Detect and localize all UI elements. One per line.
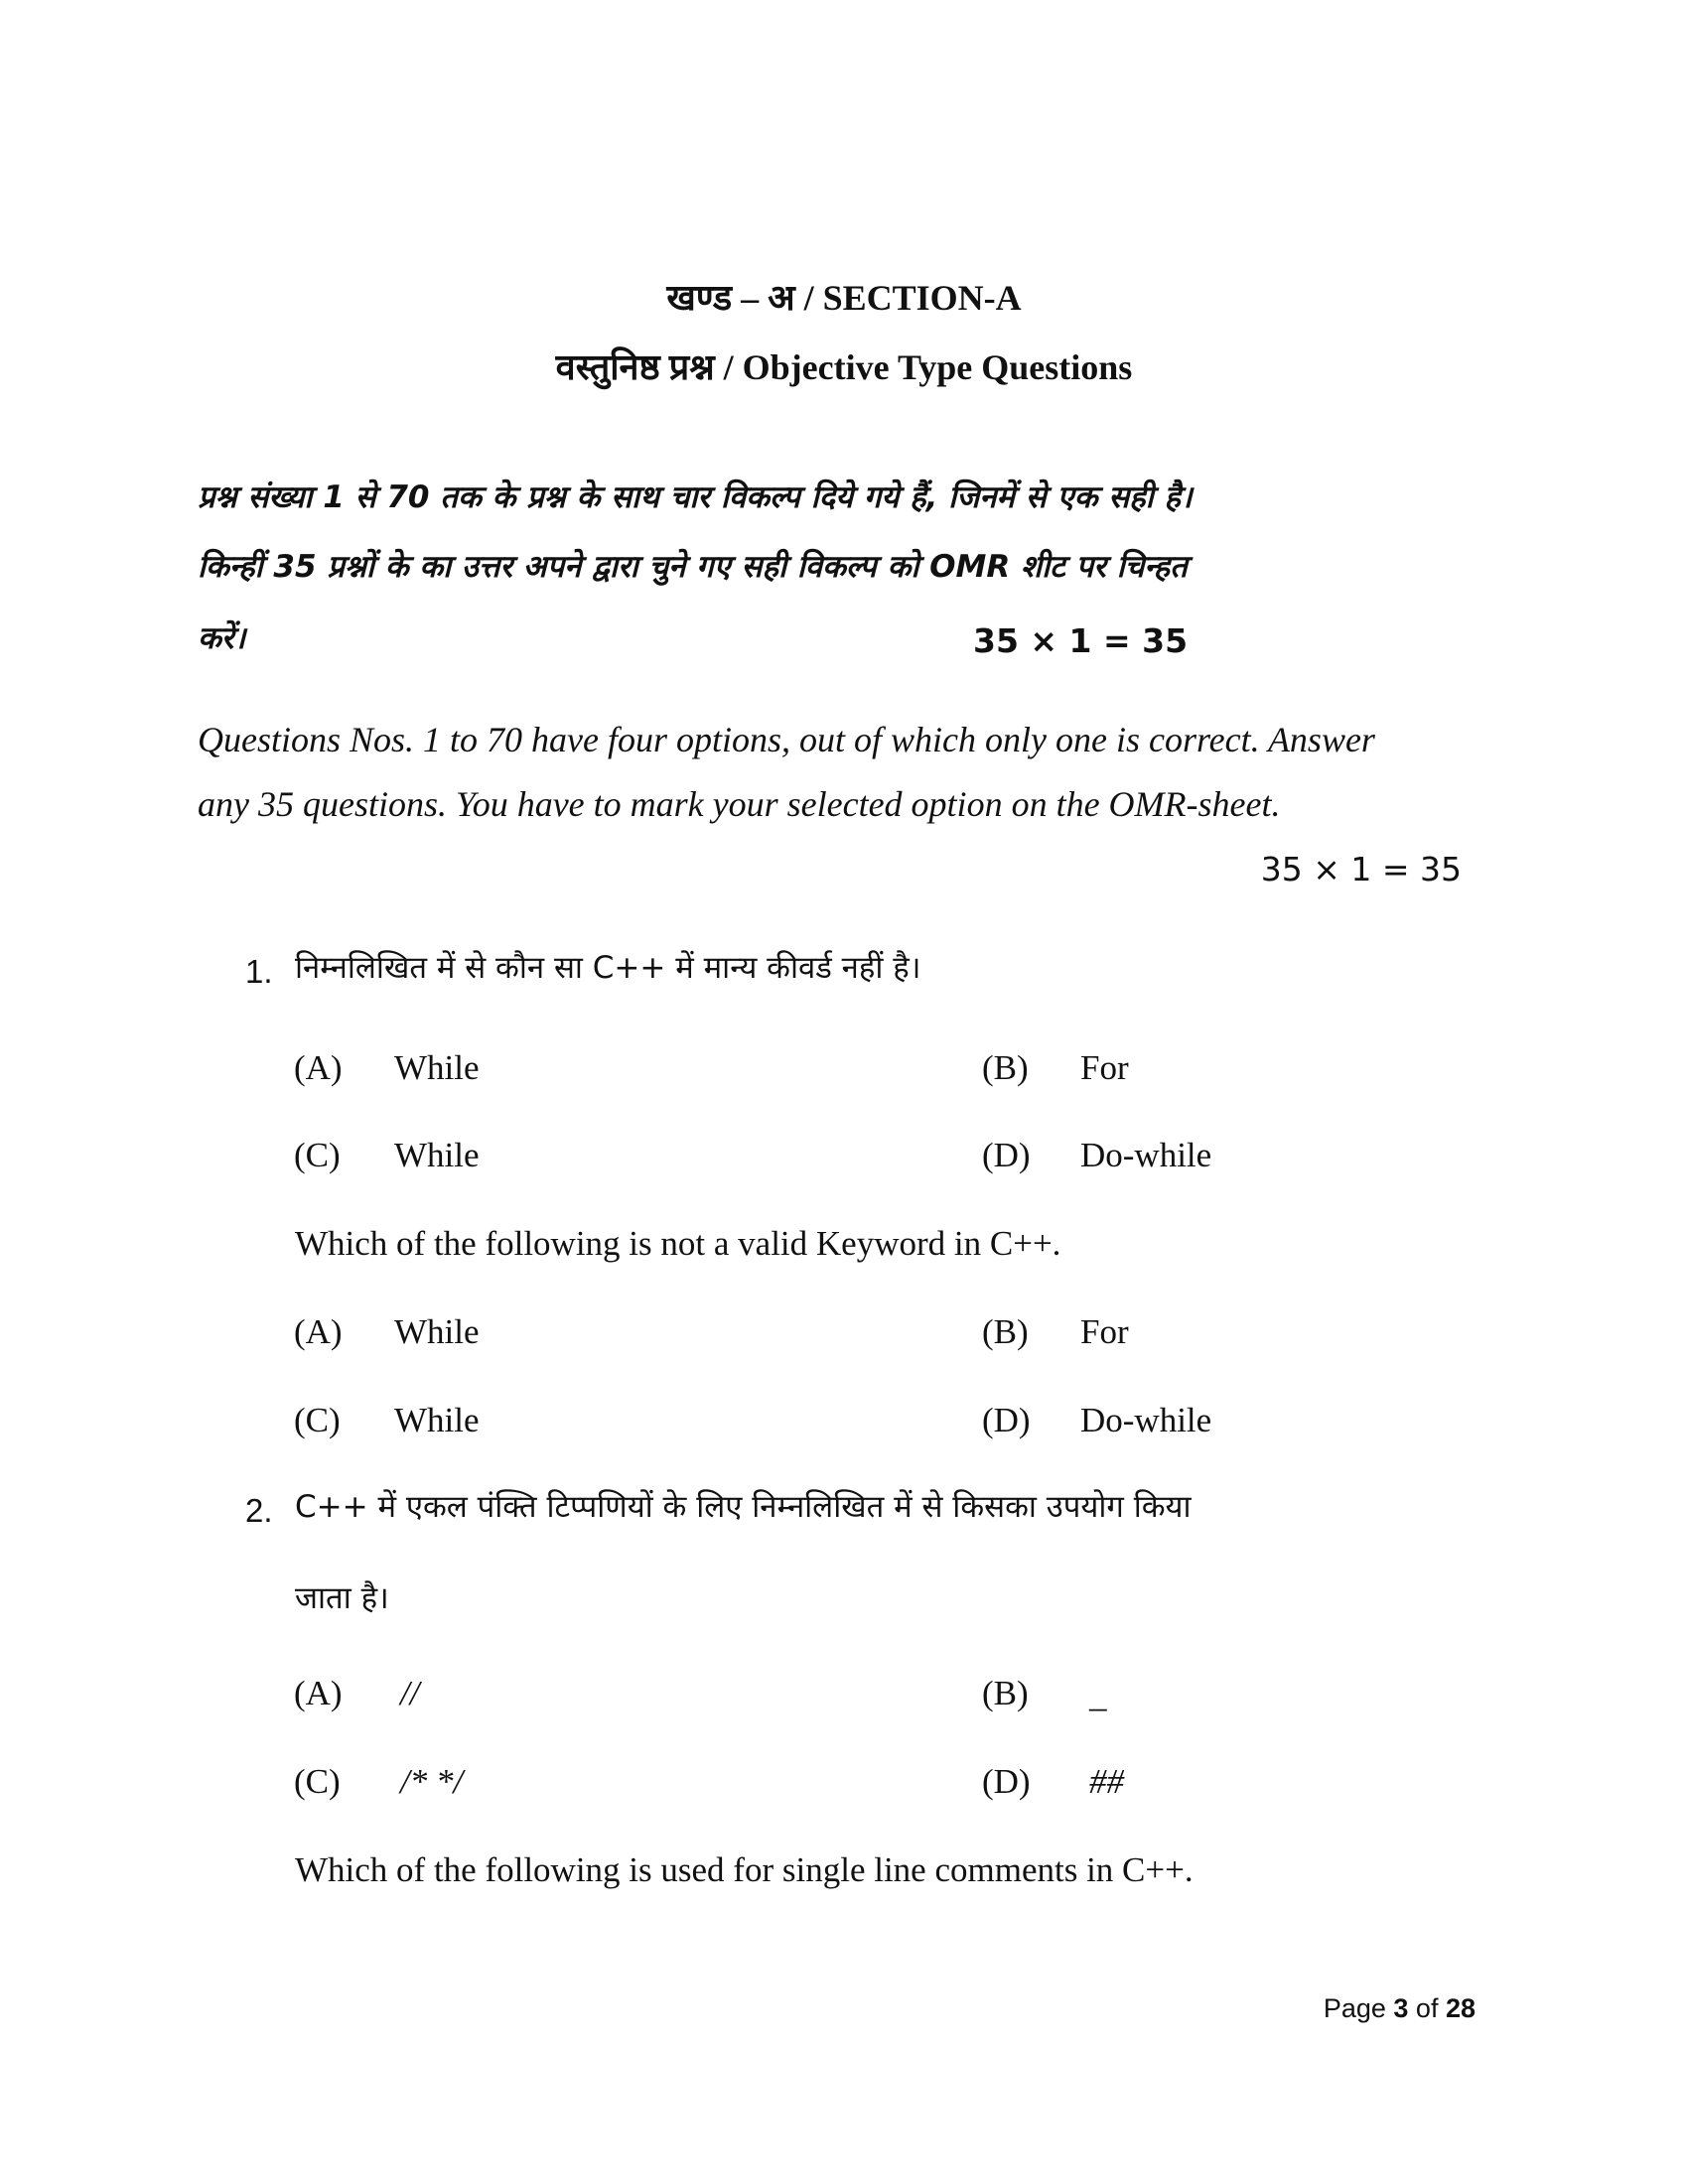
option-label: (A) bbox=[294, 1048, 343, 1087]
option-text: While bbox=[394, 1048, 480, 1087]
page-of: of bbox=[1408, 1993, 1446, 2023]
option-label: (C) bbox=[294, 1762, 341, 1801]
page-prefix: Page bbox=[1323, 1993, 1394, 2023]
option-label: (B) bbox=[982, 1674, 1029, 1712]
section-subtitle: वस्तुनिष्ठ प्रश्न / Objective Type Questions bbox=[555, 347, 1133, 387]
hindi-marks: 35 × 1 = 35 bbox=[973, 621, 1189, 660]
option-label: (D) bbox=[982, 1136, 1031, 1174]
option-text: While bbox=[394, 1136, 480, 1174]
english-instruction-line: Questions Nos. 1 to 70 have four options, out of which only one is correct. Answer bbox=[198, 720, 1375, 759]
question-hindi-continued: जाता है। bbox=[295, 1580, 389, 1616]
question-english: Which of the following is not a valid Keyword in C++. bbox=[295, 1224, 1061, 1263]
english-marks: 35 × 1 = 35 bbox=[1260, 850, 1462, 888]
question-english: Which of the following is used for single line comments in C++. bbox=[295, 1850, 1194, 1889]
option-label: (B) bbox=[982, 1312, 1029, 1351]
hindi-instruction-line: प्रश्न संख्या 1 से 70 तक के प्रश्न के साथ चार विकल्प दिये गये हैं, जिनमें से एक सही है। bbox=[198, 479, 1193, 515]
option-label: (D) bbox=[982, 1401, 1031, 1439]
option-label: (A) bbox=[294, 1674, 343, 1712]
question-number: 1. bbox=[245, 953, 273, 990]
option-text: While bbox=[394, 1401, 480, 1439]
option-text: ## bbox=[1089, 1762, 1124, 1801]
english-instruction-line: any 35 questions. You have to mark your selected option on the OMR-sheet. bbox=[198, 784, 1281, 824]
option-text: Do-while bbox=[1080, 1401, 1212, 1439]
section-title: खण्ड – अ / SECTION-A bbox=[666, 278, 1022, 318]
total-pages: 28 bbox=[1445, 1993, 1476, 2023]
current-page: 3 bbox=[1393, 1993, 1409, 2023]
page-number bbox=[1324, 1995, 1476, 2022]
option-text: While bbox=[394, 1312, 480, 1351]
option-label: (A) bbox=[294, 1312, 343, 1351]
hindi-instruction-line: करें। bbox=[198, 620, 246, 656]
option-label: (C) bbox=[294, 1401, 341, 1439]
question-number: 2. bbox=[245, 1492, 273, 1529]
question-hindi: C++ में एकल पंक्ति टिप्पणियों के लिए निम्नलिखित में से किसका उपयोग किया bbox=[295, 1489, 1192, 1525]
hindi-instruction-line: किन्हीं 35 प्रश्नों के का उत्तर अपने द्वारा चुने गए सही विकल्प को OMR शीट पर चिन्हत bbox=[198, 549, 1188, 585]
option-text: Do-while bbox=[1080, 1136, 1212, 1174]
option-label: (C) bbox=[294, 1136, 341, 1174]
question-hindi: निम्नलिखित में से कौन सा C++ में मान्य कीवर्ड नहीं है। bbox=[295, 950, 921, 986]
option-label: (D) bbox=[982, 1762, 1031, 1801]
option-text: For bbox=[1080, 1312, 1129, 1351]
option-label: (B) bbox=[982, 1048, 1029, 1087]
option-text: // bbox=[400, 1674, 420, 1712]
option-text: _ bbox=[1089, 1676, 1107, 1714]
option-text: /* */ bbox=[400, 1762, 464, 1801]
option-text: For bbox=[1080, 1048, 1129, 1087]
